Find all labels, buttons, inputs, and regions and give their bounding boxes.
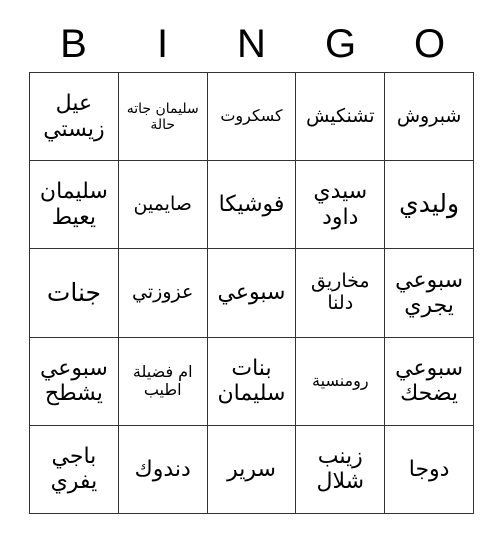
bingo-grid — [29, 72, 474, 514]
bingo-cell[interactable]: فوشيكا — [208, 161, 297, 249]
header-letter-i: I — [156, 22, 169, 66]
bingo-cell[interactable]: سليمان جاته حالة — [119, 73, 208, 161]
bingo-cell[interactable]: مخاريق دلنا — [296, 249, 385, 337]
bingo-cell[interactable]: سيدي داود — [296, 161, 385, 249]
bingo-header — [29, 18, 474, 70]
bingo-cell[interactable]: سبوعي يشطح — [30, 338, 119, 426]
bingo-cell[interactable]: رومنسية — [296, 338, 385, 426]
bingo-cell[interactable]: تشنكيش — [296, 73, 385, 161]
bingo-cell[interactable]: صايمين — [119, 161, 208, 249]
header-letter-g: G — [324, 22, 357, 66]
bingo-cell[interactable]: سرير — [208, 426, 297, 514]
header-letter-b: B — [60, 22, 87, 66]
bingo-cell[interactable]: بنات سليمان — [208, 338, 297, 426]
bingo-cell[interactable]: سبوعي يجري — [385, 249, 474, 337]
bingo-cell[interactable]: دندوك — [119, 426, 208, 514]
bingo-cell[interactable]: كسكروت — [208, 73, 297, 161]
bingo-cell[interactable]: ام فضيلة اطيب — [119, 338, 208, 426]
bingo-cell[interactable]: جنات — [30, 249, 119, 337]
bingo-cell[interactable]: شبروش — [385, 73, 474, 161]
bingo-cell[interactable]: دوجا — [385, 426, 474, 514]
bingo-cell[interactable]: عيل زيستي — [30, 73, 119, 161]
bingo-cell[interactable]: سليمان يعيط — [30, 161, 119, 249]
bingo-cell[interactable]: سبوعي — [208, 249, 297, 337]
bingo-cell[interactable]: وليدي — [385, 161, 474, 249]
bingo-cell[interactable]: زينب شلال — [296, 426, 385, 514]
header-letter-o: O — [413, 22, 446, 66]
bingo-cell[interactable]: سبوعي يضحك — [385, 338, 474, 426]
bingo-cell[interactable]: باجي يفري — [30, 426, 119, 514]
header-letter-n: N — [237, 22, 266, 66]
bingo-cell[interactable]: عزوزتي — [119, 249, 208, 337]
